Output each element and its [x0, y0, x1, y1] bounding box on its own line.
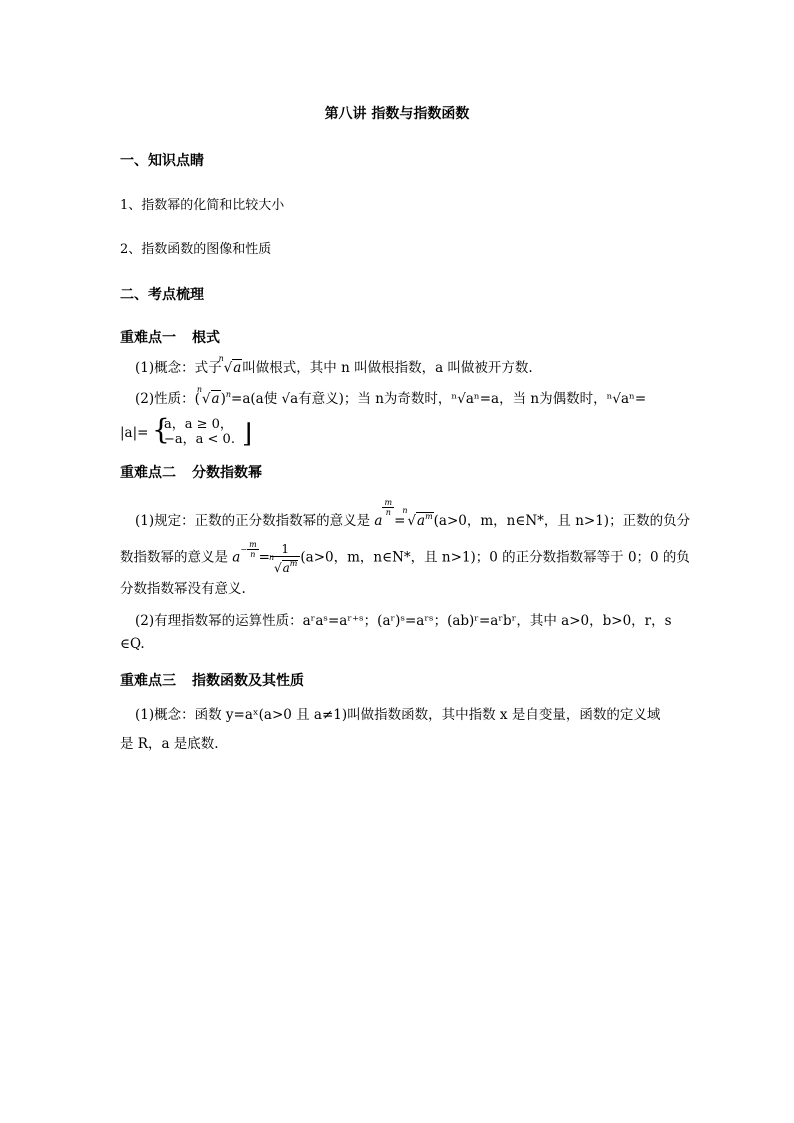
point-name: 指数函数及其性质 — [192, 673, 304, 689]
point-label: 重难点二 — [120, 465, 176, 481]
fractional-exponent-definition: (1)规定：正数的正分数指数幂的意义是 a $\frac{m}{n}$ = n $√a^m(a>0$，m，n∈N*，且 n>1)；正数的负分 — [135, 498, 691, 529]
point-name: 分数指数幂 — [192, 465, 262, 481]
knowledge-item-2: 2、指数函数的图像和性质 — [120, 242, 272, 257]
point-name: 根式 — [192, 330, 220, 346]
point-heading-1 — [120, 327, 220, 347]
case-negative: −a，a < 0. — [164, 432, 235, 447]
exponential-function-concept: (1)概念：函数 y=aˣ(a>0 且 a≠1)叫做指数函数，其中指数 x 是自变量，函数的定义域 — [135, 707, 661, 723]
point-heading-3 — [120, 670, 304, 690]
radical-concept: (1)概念：式子 n √a叫做根式，其中 n 叫做根指数，a 叫做被开方数. — [135, 354, 533, 376]
exponent-rules: (2)有理指数幂的运算性质：aʳaˢ=aʳ⁺ˢ；(aʳ)ˢ=aʳˢ；(ab)ʳ=aʳbʳ，其中 a>0，b>0，r，s — [135, 613, 672, 629]
reciprocal-fraction: 1 n $√a^m$ — [270, 542, 300, 575]
section-heading-review: 二、考点梳理 — [120, 287, 204, 303]
zero-negative-exponent-note: 分数指数幂没有意义. — [120, 581, 246, 597]
case-nonnegative: a，a ≥ 0， — [164, 417, 233, 432]
knowledge-item-1: 1、指数幂的化简和比较大小 — [120, 198, 285, 213]
radical-expression: n √a — [218, 354, 242, 376]
point-heading-2 — [120, 462, 262, 482]
piecewise-cases: { a，a ≥ 0， −a，a < 0. ⌋ — [152, 413, 253, 449]
section-heading-knowledge: 一、知识点睛 — [120, 153, 204, 169]
negative-exponent-definition: 数指数幂的意义是 $a^{- \frac{m}{n}}$ = 1 n $√a^m$ (a>0，m，n∈N*，且 n>1)；0 的正分数指数幂等于 0；0 的负 — [120, 540, 690, 575]
radical-property: (2)性质：( n √a)$^n$=a(a使 √a有意义)；当 n为奇数时，ⁿ√aⁿ=a，当 n为偶数时，ⁿ√aⁿ= — [135, 385, 647, 407]
point-label: 重难点一 — [120, 330, 176, 346]
exponent-rules-cont: ∈Q. — [120, 636, 145, 652]
abs-value-label: |a|= — [120, 425, 149, 441]
point-label: 重难点三 — [120, 673, 176, 689]
page-title: 第八讲 指数与指数函数 — [324, 106, 470, 122]
exponential-function-concept-cont: 是 R，a 是底数. — [120, 736, 219, 752]
